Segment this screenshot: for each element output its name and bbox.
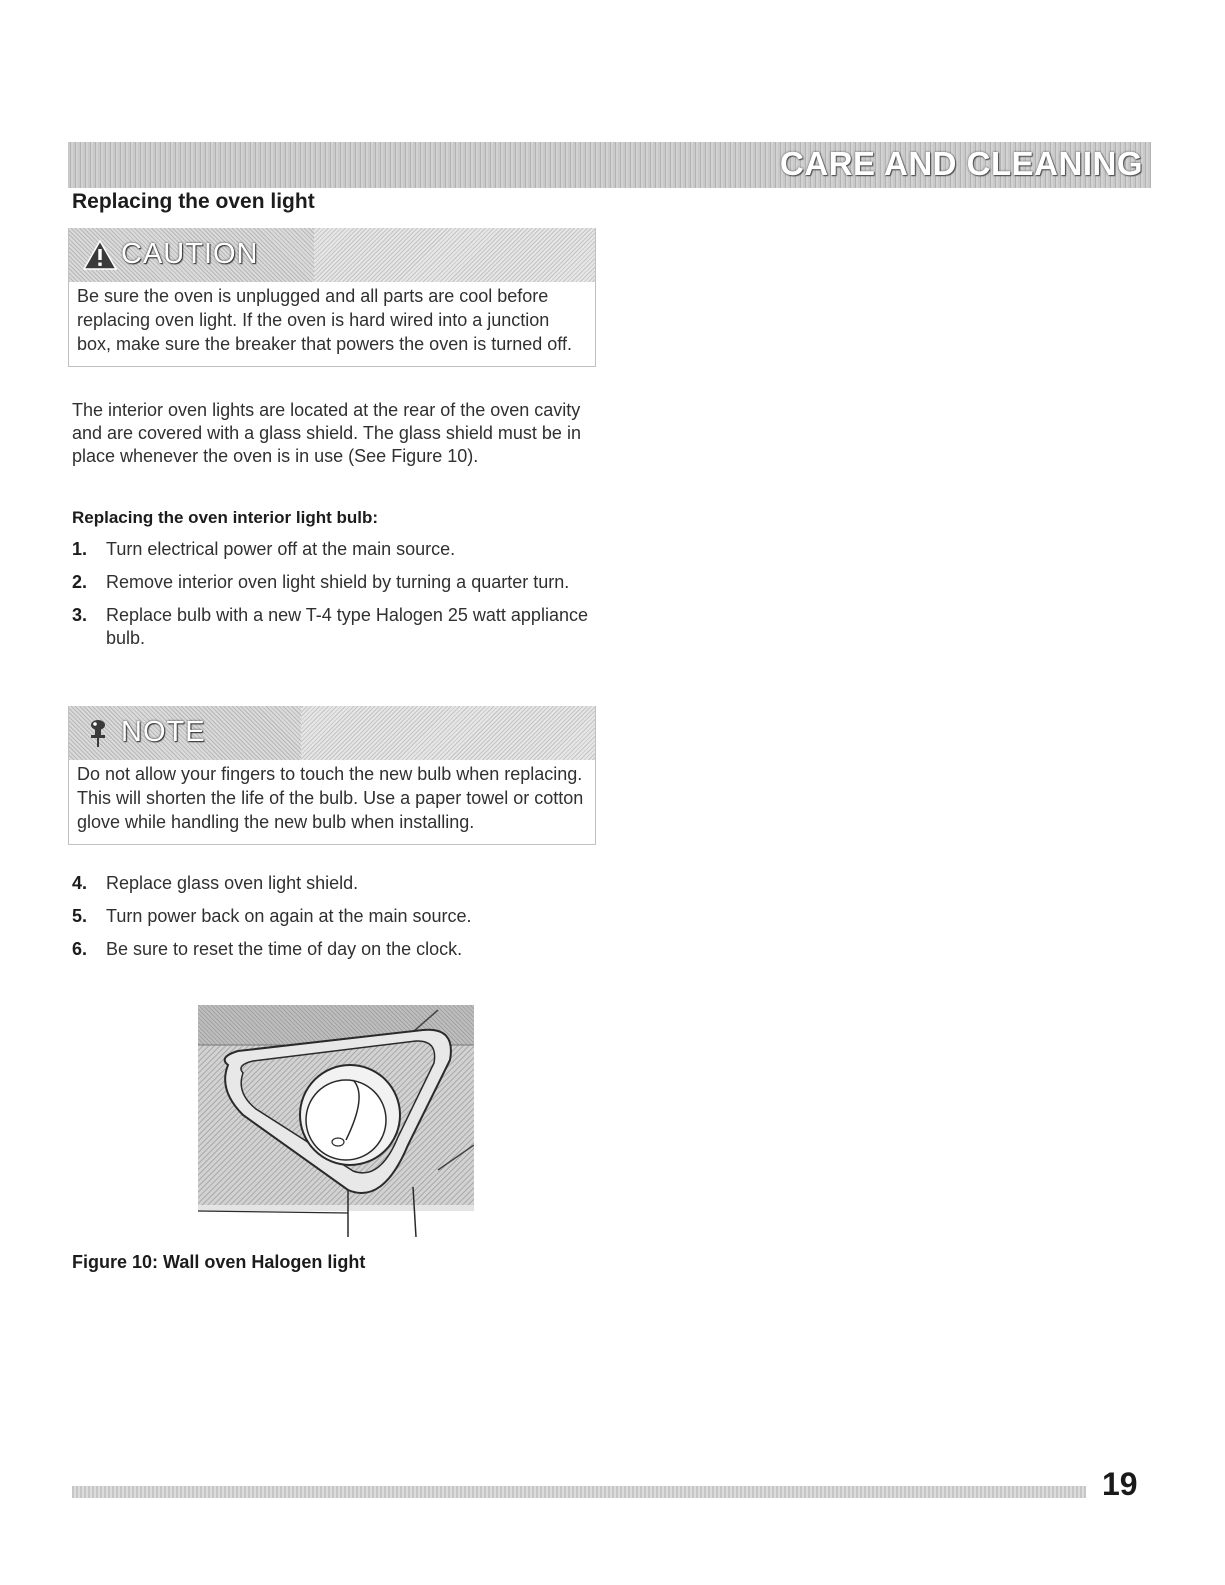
step-text: Turn electrical power off at the main source. [106, 539, 456, 559]
figure-caption: Figure 10: Wall oven Halogen light [72, 1252, 366, 1272]
step-text: Replace bulb with a new T-4 type Halogen 25 watt appliance bulb. [106, 605, 588, 648]
caution-header [69, 228, 595, 282]
note-label: NOTE [121, 716, 206, 748]
note-header [69, 706, 595, 760]
step-text: Remove interior oven light shield by turning a quarter turn. [106, 572, 570, 592]
caution-label: CAUTION [121, 238, 259, 270]
section-header-title: CARE AND CLEANING [780, 145, 1143, 182]
note-text: Do not allow your fingers to touch the new bulb when replacing. This will shorten the life of the bulb. Use a paper towel or cotton glove while handling the new bulb when installing. [77, 764, 584, 832]
step-text: Turn power back on again at the main source. [106, 906, 472, 926]
note-box [68, 706, 596, 845]
step-number: 6. [72, 939, 88, 959]
list-item [72, 538, 592, 561]
list-item [72, 905, 592, 928]
step-number: 5. [72, 906, 88, 926]
list-item [72, 938, 592, 961]
step-number: 1. [72, 539, 88, 559]
section-header-bar [68, 142, 1151, 188]
procedure-title: Replacing the oven interior light bulb: [72, 508, 379, 527]
steps-list-first [72, 538, 592, 660]
list-item [72, 604, 592, 650]
step-number: 4. [72, 873, 88, 893]
step-text: Replace glass oven light shield. [106, 873, 359, 893]
caution-box [68, 228, 596, 367]
step-number: 3. [72, 605, 88, 625]
pushpin-icon [83, 717, 117, 749]
page-title: Replacing the oven light [72, 190, 315, 213]
oven-light-illustration [198, 1005, 474, 1237]
warning-triangle-icon [83, 239, 117, 271]
step-number: 2. [72, 572, 88, 592]
steps-list-second [72, 872, 592, 971]
page-number: 19 [1102, 1466, 1138, 1502]
list-item [72, 571, 592, 594]
intro-paragraph: The interior oven lights are located at the rear of the oven cavity and are covered with a glass shield. The glass shield must be in place whenever the oven is in use (See Figure 10). [72, 400, 581, 466]
step-text: Be sure to reset the time of day on the clock. [106, 939, 463, 959]
list-item [72, 872, 592, 895]
footer-bar [72, 1486, 1086, 1498]
caution-text: Be sure the oven is unplugged and all parts are cool before replacing oven light. If the oven is hard wired into a junction box, make sure the breaker that powers the oven is turned off. [77, 286, 572, 354]
